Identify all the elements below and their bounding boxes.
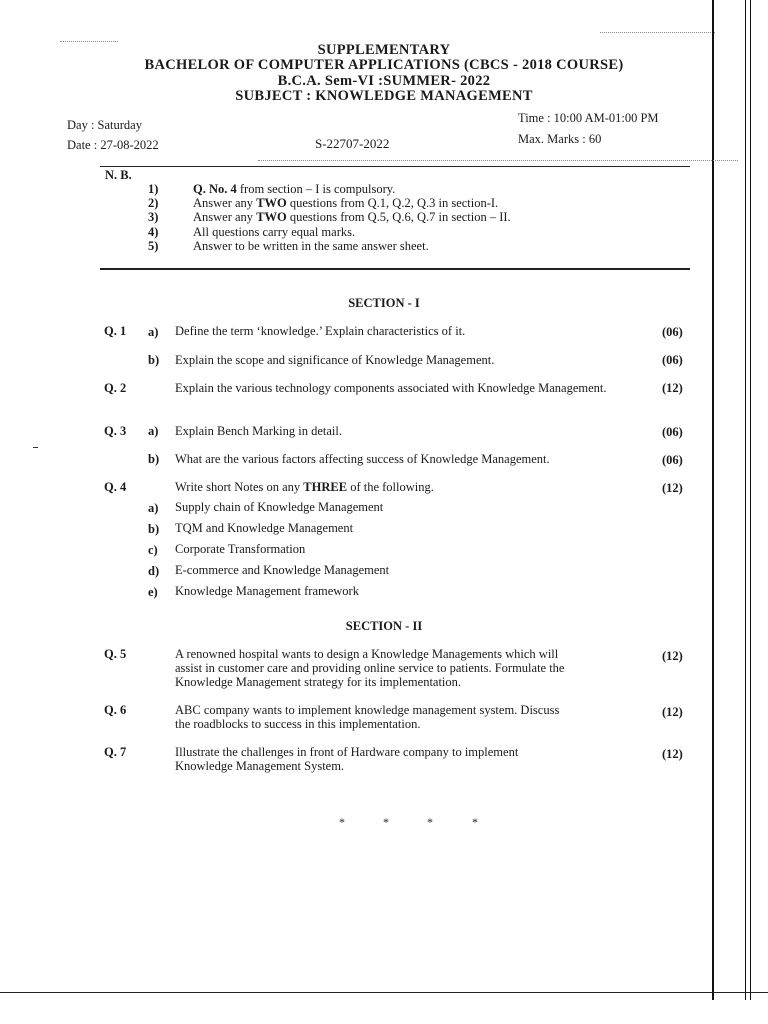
end-star: *: [339, 815, 345, 829]
question-number: Q. 7: [104, 745, 127, 759]
subquestion-label: e): [148, 585, 158, 599]
nb-num: 3): [148, 210, 159, 224]
question-number: Q. 5: [104, 647, 127, 661]
question-number: Q. 2: [104, 381, 127, 395]
left-mark: [33, 447, 38, 448]
question-number: Q. 4: [104, 480, 127, 494]
nb-instruction: Q. No. 4 from section – I is compulsory.: [193, 182, 396, 196]
question-text: Write short Notes on any THREE of the following.: [175, 480, 434, 494]
bottom-edge-line: [0, 992, 768, 993]
question-text: Explain the scope and significance of Knowledge Management.: [175, 353, 495, 367]
nb-instruction: Answer any TWO questions from Q.5, Q.6, Q.7 in section – II.: [193, 210, 511, 224]
question-marks: (06): [662, 325, 683, 339]
question-marks: (12): [662, 649, 683, 663]
nb-num: 1): [148, 182, 159, 196]
max-marks: Max. Marks : 60: [518, 132, 602, 146]
question-number: Q. 1: [104, 324, 127, 338]
question-text: What are the various factors affecting success of Knowledge Management.: [175, 452, 550, 466]
nb-bottom-rule: [100, 268, 690, 270]
question-number: Q. 3: [104, 424, 127, 438]
question-text: Define the term ‘knowledge.’ Explain characteristics of it.: [175, 324, 466, 338]
subquestion-label: a): [148, 325, 159, 339]
program-heading: BACHELOR OF COMPUTER APPLICATIONS (CBCS - 2018 COURSE): [144, 57, 624, 73]
subject-heading: SUBJECT : KNOWLEDGE MANAGEMENT: [235, 88, 533, 104]
nb-num: 4): [148, 225, 159, 239]
nb-instruction: Answer any TWO questions from Q.1, Q.2, Q.3 in section-I.: [193, 196, 499, 210]
question-text: Explain Bench Marking in detail.: [175, 424, 342, 438]
exam-date: Date : 27-08-2022: [67, 138, 159, 152]
exam-type-heading: SUPPLEMENTARY: [317, 42, 451, 58]
question-text: ABC company wants to implement knowledge management system. Discuss the roadblocks to success in this implementation.: [175, 703, 560, 731]
question-marks: (12): [662, 381, 683, 395]
subquestion-label: c): [148, 543, 158, 557]
end-star: *: [383, 815, 389, 829]
end-star: *: [472, 815, 478, 829]
subquestion-label: d): [148, 564, 160, 578]
nb-instruction: Answer to be written in the same answer sheet.: [193, 239, 429, 253]
subquestion-label: a): [148, 501, 159, 515]
short-note-topic: TQM and Knowledge Management: [175, 521, 354, 535]
question-marks: (12): [662, 481, 683, 495]
nb-num: 2): [148, 196, 159, 210]
question-text: Illustrate the challenges in front of Hardware company to implement Knowledge Management System.: [175, 745, 519, 773]
section-title: SECTION - I: [348, 296, 420, 310]
section-title: SECTION - II: [345, 619, 423, 633]
subquestion-label: a): [148, 424, 159, 438]
semester-heading: B.C.A. Sem-VI :SUMMER- 2022: [277, 73, 491, 89]
nb-instruction: All questions carry equal marks.: [193, 225, 356, 239]
question-marks: (12): [662, 705, 683, 719]
top-right-dotted-rule: [600, 32, 715, 33]
short-note-topic: Knowledge Management framework: [175, 584, 359, 598]
nb-top-rule: [100, 166, 690, 167]
question-marks: (06): [662, 453, 683, 467]
short-note-topic: Corporate Transformation: [175, 542, 306, 556]
subquestion-label: b): [148, 522, 160, 536]
question-text: Explain the various technology components associated with Knowledge Management.: [175, 381, 607, 395]
paper-code: S-22707-2022: [315, 136, 390, 151]
right-margin-line-3: [750, 0, 751, 1000]
question-marks: (06): [662, 353, 683, 367]
subquestion-label: b): [148, 353, 160, 367]
nb-label: N. B.: [105, 168, 132, 182]
question-number: Q. 6: [104, 703, 127, 717]
exam-time: Time : 10:00 AM-01:00 PM: [518, 111, 659, 125]
meta-dotted-rule: [258, 160, 738, 161]
question-marks: (06): [662, 425, 683, 439]
subquestion-label: b): [148, 452, 160, 466]
exam-day: Day : Saturday: [67, 118, 142, 132]
short-note-topic: E-commerce and Knowledge Management: [175, 563, 390, 577]
end-star: *: [427, 815, 433, 829]
right-margin-line: [712, 0, 714, 1000]
question-marks: (12): [662, 747, 683, 761]
short-note-topic: Supply chain of Knowledge Management: [175, 500, 384, 514]
nb-num: 5): [148, 239, 159, 253]
question-text: A renowned hospital wants to design a Knowledge Managements which will assist in customer care and providing online service to patients. Formulate the Knowledge Management strategy for its implementation.: [175, 647, 565, 689]
right-margin-line-2: [745, 0, 746, 1000]
